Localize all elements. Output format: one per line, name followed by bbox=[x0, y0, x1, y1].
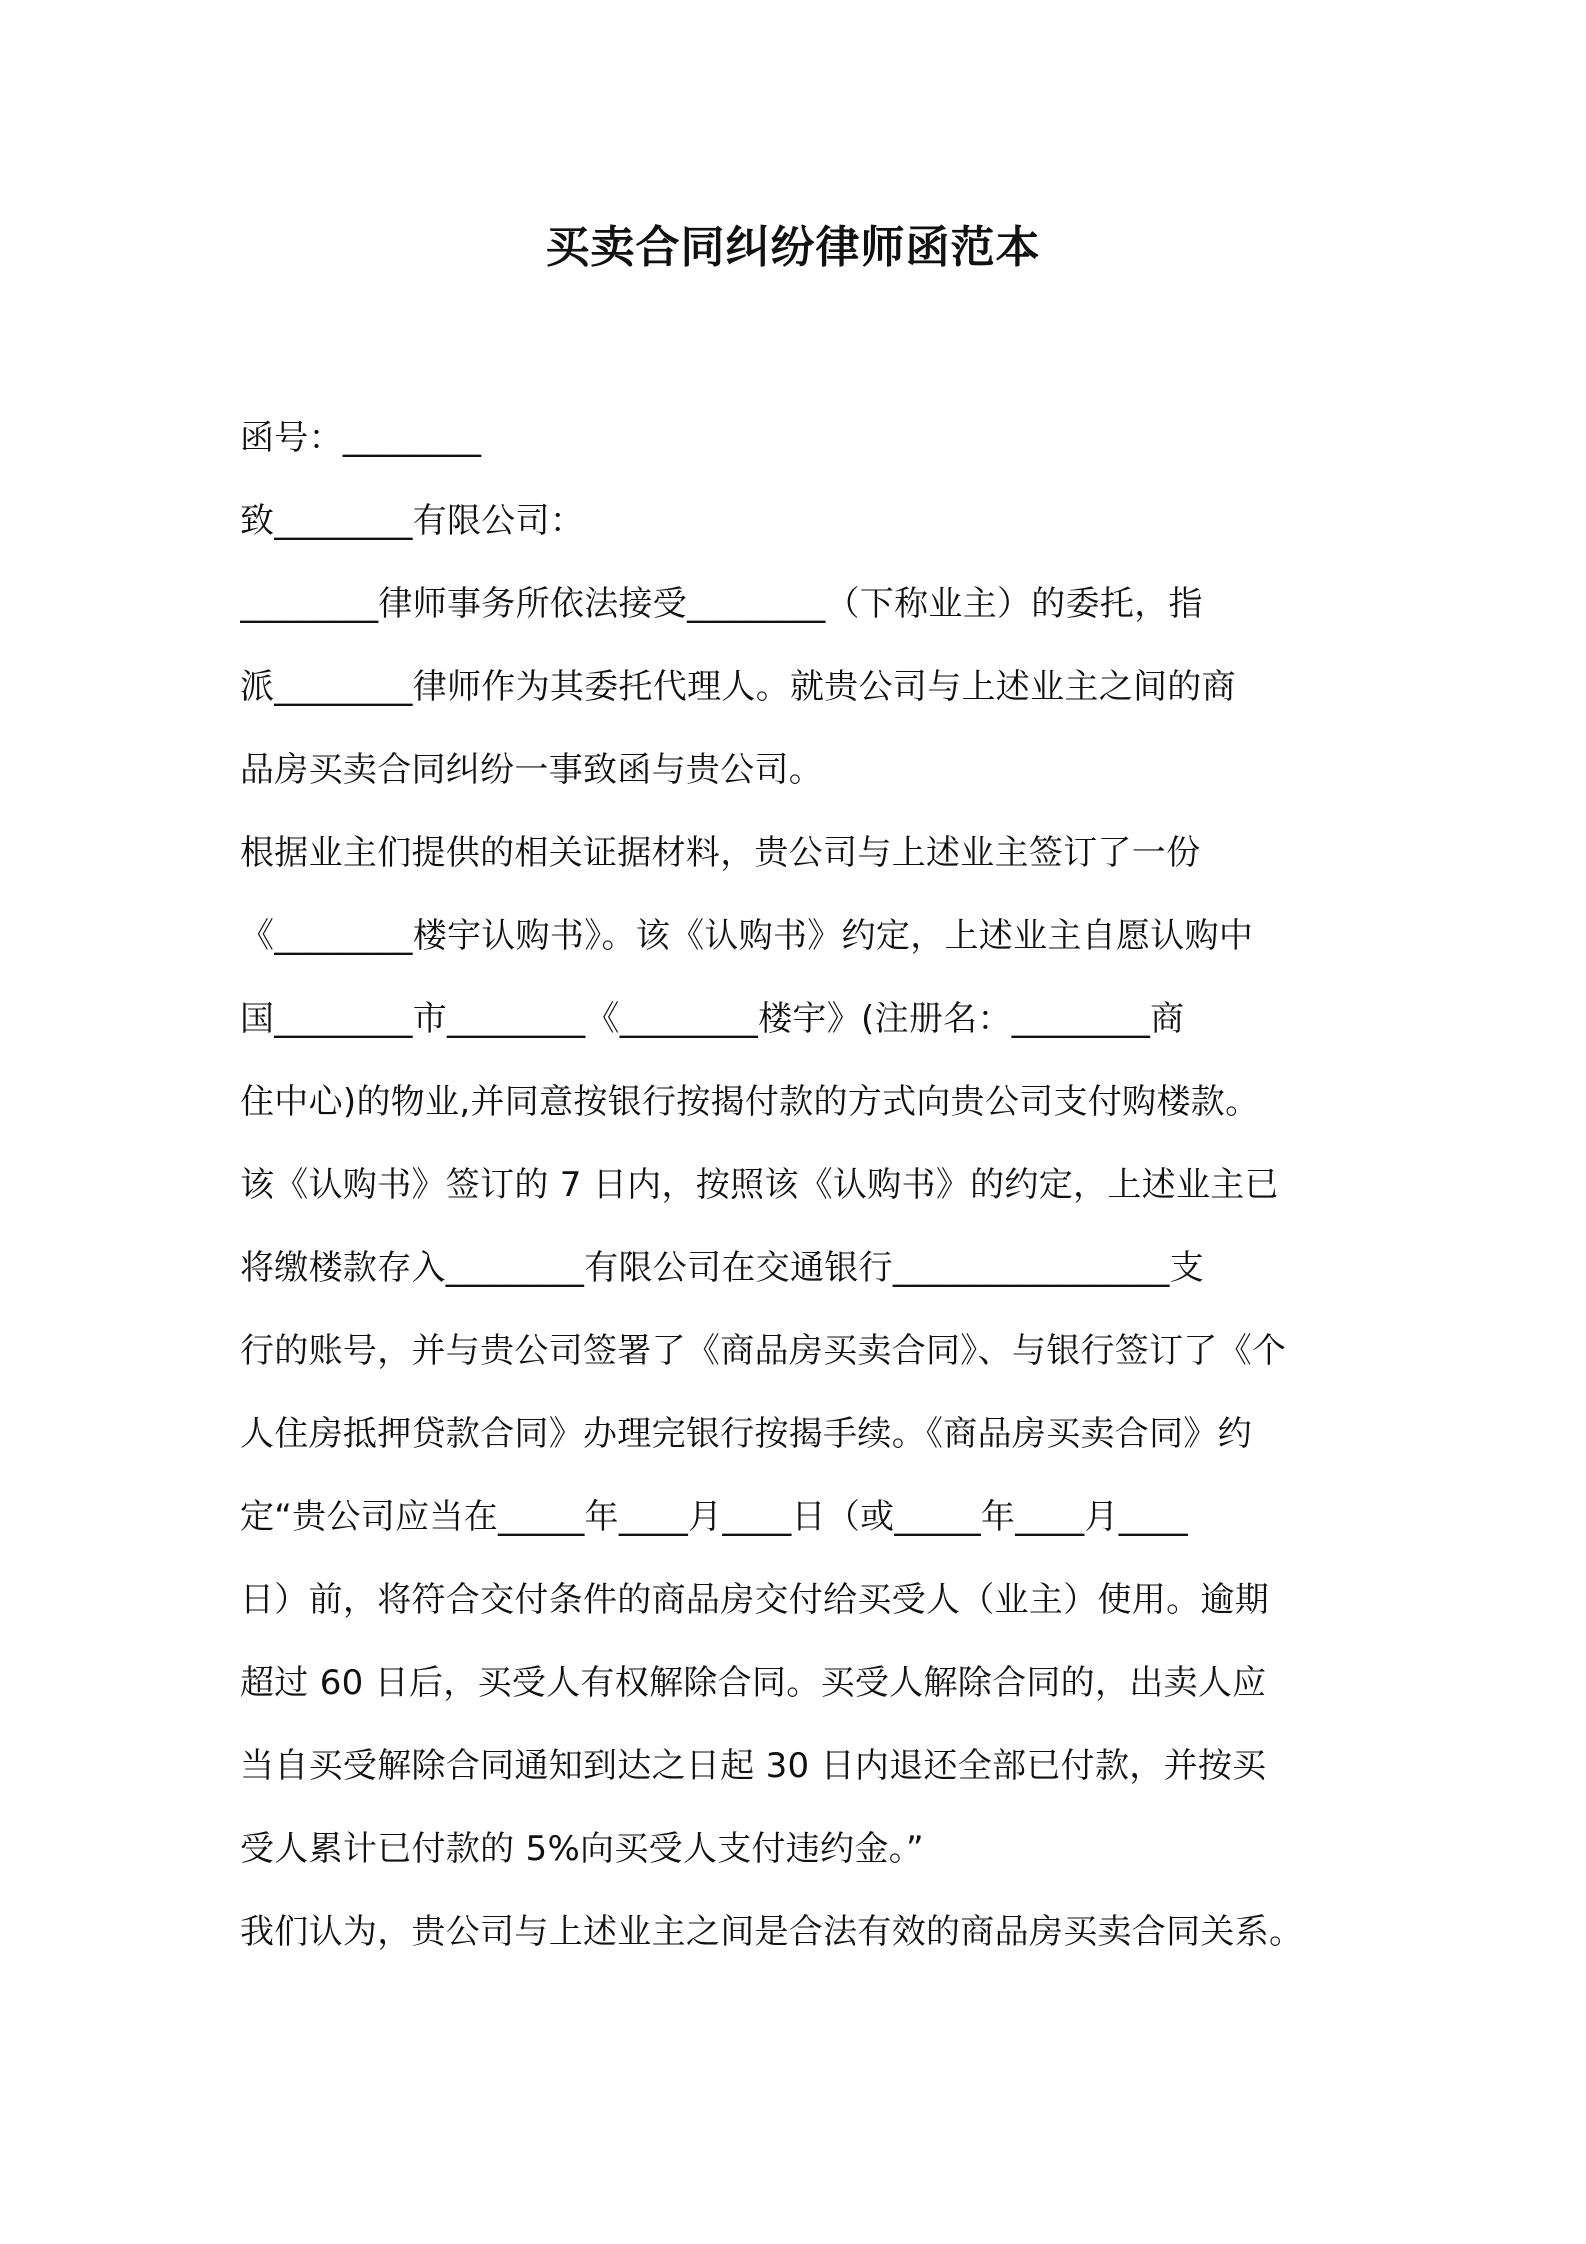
body-line: 品房买卖合同纠纷一事致函与贵公司。 bbox=[240, 750, 824, 790]
body-line-recipient: 致________有限公司： bbox=[240, 501, 585, 541]
body-line: 根据业主们提供的相关证据材料，贵公司与上述业主签订了一份 bbox=[240, 833, 1201, 873]
body-line: 将缴楼款存入________有限公司在交通银行________________支 bbox=[240, 1248, 1204, 1288]
body-line: 国________市________《________楼宇》(注册名：________商 bbox=[240, 999, 1185, 1039]
body-line: 日）前，将符合交付条件的商品房交付给买受人（业主）使用。逾期 bbox=[240, 1580, 1269, 1620]
body-line: 当自买受解除合同通知到达之日起 30 日内退还全部已付款，并按买 bbox=[240, 1746, 1267, 1786]
body-line: 住中心)的物业,并同意按银行按揭付款的方式向贵公司支付购楼款。 bbox=[240, 1082, 1260, 1122]
body-line: 我们认为，贵公司与上述业主之间是合法有效的商品房买卖合同关系。 bbox=[240, 1912, 1304, 1952]
body-line: 超过 60 日后，买受人有权解除合同。买受人解除合同的，出卖人应 bbox=[240, 1663, 1267, 1703]
body-line: 人住房抵押贷款合同》办理完银行按揭手续。《商品房买卖合同》约 bbox=[240, 1414, 1252, 1454]
body-line: 定“贵公司应当在_____年____月____日（或_____年____月____ bbox=[240, 1497, 1188, 1537]
body-line: ________律师事务所依法接受________（下称业主）的委托，指 bbox=[240, 584, 1203, 624]
body-line-letter-number: 函号：________ bbox=[240, 418, 482, 458]
body-line: 行的账号，并与贵公司签署了《商品房买卖合同》、与银行签订了《个 bbox=[240, 1331, 1287, 1371]
document-body bbox=[240, 408, 1370, 1985]
body-line: 受人累计已付款的 5%向买受人支付违约金。” bbox=[240, 1829, 924, 1869]
document-title: 买卖合同纠纷律师函范本 bbox=[545, 222, 1041, 273]
body-line: 《________楼宇认购书》。该《认购书》约定，上述业主自愿认购中 bbox=[240, 916, 1254, 956]
body-line: 该《认购书》签订的 7 日内，按照该《认购书》的约定，上述业主已 bbox=[240, 1165, 1279, 1205]
body-line: 派________律师作为其委托代理人。就贵公司与上述业主之间的商 bbox=[240, 667, 1236, 707]
